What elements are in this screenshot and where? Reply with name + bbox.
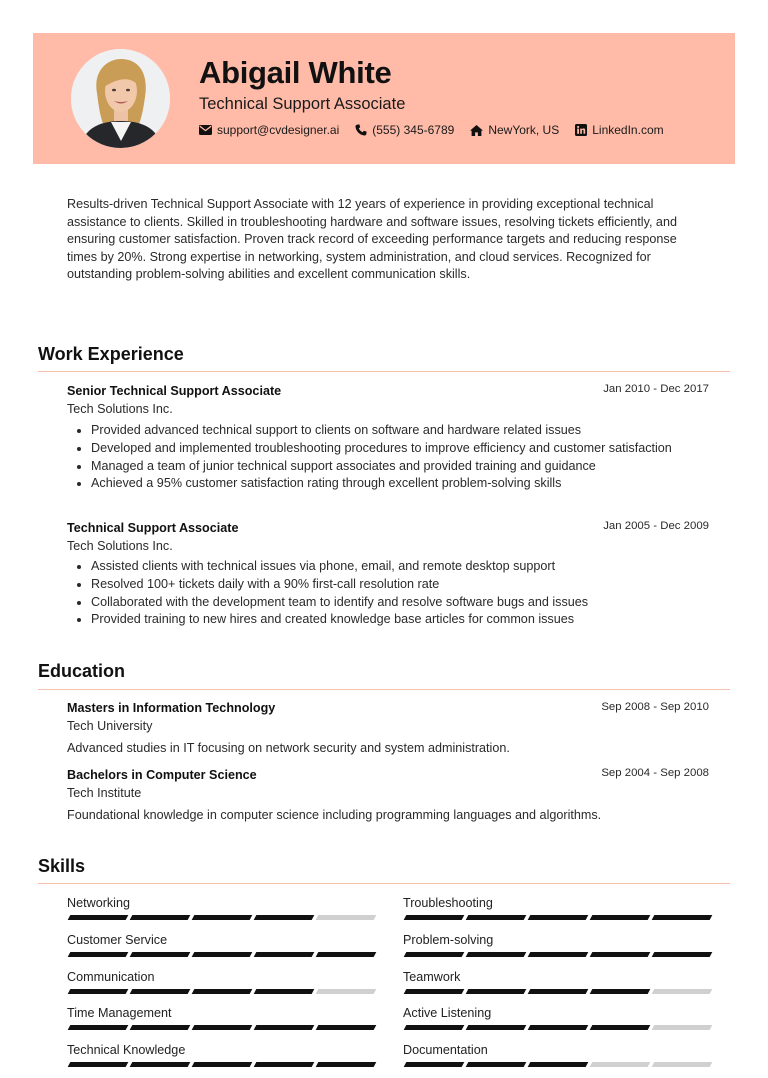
skill-level-segment <box>192 1025 253 1030</box>
skill-level-bar <box>67 989 373 994</box>
skill-level-segment <box>528 989 589 994</box>
skill-level-segment <box>130 989 191 994</box>
skill-level-segment <box>404 989 465 994</box>
contact-location-text: NewYork, US <box>488 123 560 137</box>
contact-phone-text: (555) 345-6789 <box>372 123 455 137</box>
skill-level-segment <box>192 989 253 994</box>
skill-name: Problem-solving <box>403 933 494 947</box>
contact-phone[interactable] <box>355 123 454 137</box>
job-bullet: • Provided training to new hires and created knowledge base articles for common issues <box>91 611 691 629</box>
job-company: Tech Solutions Inc. <box>67 402 173 416</box>
skill-level-segment <box>316 952 377 957</box>
skill-name: Active Listening <box>403 1006 492 1020</box>
skill-level-segment <box>192 952 253 957</box>
skill-level-segment <box>652 1062 713 1067</box>
education-dates: Sep 2004 - Sep 2008 <box>601 767 709 779</box>
skill-level-segment <box>528 1062 589 1067</box>
job-dates: Jan 2005 - Dec 2009 <box>603 520 709 532</box>
job-bullet: • Resolved 100+ tickets daily with a 90% first-call resolution rate <box>91 576 691 594</box>
skill-level-segment <box>466 952 527 957</box>
skill-level-segment <box>130 915 191 920</box>
education-degree: Masters in Information Technology <box>67 701 276 715</box>
skill-level-segment <box>192 1062 253 1067</box>
job-bullet: • Assisted clients with technical issues via phone, email, and remote desktop support <box>91 558 691 576</box>
skill-name: Troubleshooting <box>403 896 493 910</box>
skill-level-segment <box>316 989 377 994</box>
skill-level-bar <box>67 952 373 957</box>
skill-level-segment <box>528 915 589 920</box>
job-bullet: • Collaborated with the development team to identify and resolve software bugs and issues <box>91 594 691 612</box>
candidate-title: Technical Support Associate <box>199 95 406 113</box>
job-bullet: • Managed a team of junior technical support associates and provided training and guidance <box>91 458 691 476</box>
skill-level-segment <box>68 989 129 994</box>
skill-level-segment <box>254 1062 315 1067</box>
skill-level-bar <box>403 915 709 920</box>
education-degree: Bachelors in Computer Science <box>67 768 257 782</box>
skill-level-segment <box>192 915 253 920</box>
job-bullet: • Developed and implemented troubleshooting procedures to improve efficiency and customer satisfaction <box>91 440 691 458</box>
skill-level-bar <box>403 1062 709 1067</box>
phone-icon <box>355 124 367 136</box>
contact-linkedin-text: LinkedIn.com <box>592 123 664 137</box>
candidate-name: Abigail White <box>199 55 392 90</box>
skill-level-bar <box>403 952 709 957</box>
contact-linkedin[interactable] <box>575 123 663 137</box>
skill-level-segment <box>590 1025 651 1030</box>
section-divider <box>38 371 730 372</box>
education-school: Tech Institute <box>67 786 142 800</box>
contact-email[interactable] <box>199 123 339 137</box>
skill-level-bar <box>403 989 709 994</box>
skill-item <box>67 932 373 964</box>
skill-level-segment <box>528 1025 589 1030</box>
skill-level-bar <box>67 1062 373 1067</box>
skill-name: Teamwork <box>403 970 461 984</box>
linkedin-icon <box>575 124 587 136</box>
skill-level-segment <box>68 1025 129 1030</box>
job-bullets <box>67 422 691 493</box>
skill-level-segment <box>590 952 651 957</box>
skill-level-segment <box>68 915 129 920</box>
home-icon <box>470 125 483 136</box>
skill-name: Networking <box>67 896 130 910</box>
profile-photo <box>71 49 170 148</box>
skill-name: Technical Knowledge <box>67 1043 186 1057</box>
education-school: Tech University <box>67 719 153 733</box>
skill-item <box>403 1005 709 1037</box>
section-title-education: Education <box>38 661 126 681</box>
skill-level-segment <box>466 1062 527 1067</box>
education-dates: Sep 2008 - Sep 2010 <box>601 701 709 713</box>
section-divider <box>38 883 730 884</box>
skill-level-segment <box>404 952 465 957</box>
skill-level-segment <box>652 915 713 920</box>
skill-level-bar <box>403 1025 709 1030</box>
skill-item <box>403 1042 709 1074</box>
resume-header <box>33 33 735 164</box>
skill-item <box>67 895 373 927</box>
skill-level-segment <box>68 952 129 957</box>
skill-item <box>403 895 709 927</box>
contact-location <box>470 123 559 137</box>
job-bullets <box>67 558 691 629</box>
education-description: Foundational knowledge in computer science including programming languages and algorithms. <box>67 808 602 822</box>
skill-level-segment <box>528 952 589 957</box>
skill-item <box>67 969 373 1001</box>
skill-level-segment <box>130 952 191 957</box>
skill-level-segment <box>590 915 651 920</box>
skill-level-segment <box>254 952 315 957</box>
skill-level-segment <box>404 915 465 920</box>
skill-level-segment <box>652 952 713 957</box>
job-company: Tech Solutions Inc. <box>67 539 173 553</box>
skill-level-bar <box>67 1025 373 1030</box>
skill-name: Communication <box>67 970 155 984</box>
skill-level-segment <box>316 1025 377 1030</box>
skill-name: Time Management <box>67 1006 172 1020</box>
skill-level-segment <box>316 915 377 920</box>
professional-summary: Results-driven Technical Support Associate with 12 years of experience in providing exceptional technical assistance to clients. Skilled in troubleshooting hardware and software issues, resolving tickets efficiently, and ensuring customer satisfaction. Proven track record of exceeding performance targets and reducing response times by 20%. Strong expertise in networking, system administration, and cloud services. Recognized for outstanding problem-solving abilities and excellent communication skills. <box>67 197 677 282</box>
job-title: Technical Support Associate <box>67 521 239 535</box>
skill-level-segment <box>466 1025 527 1030</box>
skill-level-segment <box>254 915 315 920</box>
envelope-icon <box>199 125 212 135</box>
skill-item <box>403 932 709 964</box>
skill-level-segment <box>466 989 527 994</box>
skill-level-segment <box>404 1025 465 1030</box>
skill-level-segment <box>130 1025 191 1030</box>
section-title-skills: Skills <box>38 856 86 876</box>
job-bullet: • Provided advanced technical support to clients on software and hardware related issues <box>91 422 691 440</box>
job-bullet: • Achieved a 95% customer satisfaction rating through excellent problem-solving skills <box>91 475 691 493</box>
education-description: Advanced studies in IT focusing on network security and system administration. <box>67 741 510 755</box>
skill-level-segment <box>590 989 651 994</box>
job-title: Senior Technical Support Associate <box>67 384 282 398</box>
skill-item <box>67 1005 373 1037</box>
skill-item <box>403 969 709 1001</box>
skill-level-segment <box>316 1062 377 1067</box>
contact-email-text: support@cvdesigner.ai <box>217 123 340 137</box>
skill-name: Documentation <box>403 1043 488 1057</box>
section-divider <box>38 689 730 690</box>
skill-level-bar <box>67 915 373 920</box>
skill-name: Customer Service <box>67 933 168 947</box>
skill-level-segment <box>652 989 713 994</box>
skill-level-segment <box>404 1062 465 1067</box>
skill-level-segment <box>590 1062 651 1067</box>
skill-level-segment <box>130 1062 191 1067</box>
skill-level-segment <box>652 1025 713 1030</box>
skill-level-segment <box>466 915 527 920</box>
skill-level-segment <box>254 989 315 994</box>
skill-level-segment <box>254 1025 315 1030</box>
skill-level-segment <box>68 1062 129 1067</box>
section-title-work: Work Experience <box>38 344 184 364</box>
skill-item <box>67 1042 373 1074</box>
job-dates: Jan 2010 - Dec 2017 <box>603 383 709 395</box>
contact-bar <box>199 122 680 138</box>
